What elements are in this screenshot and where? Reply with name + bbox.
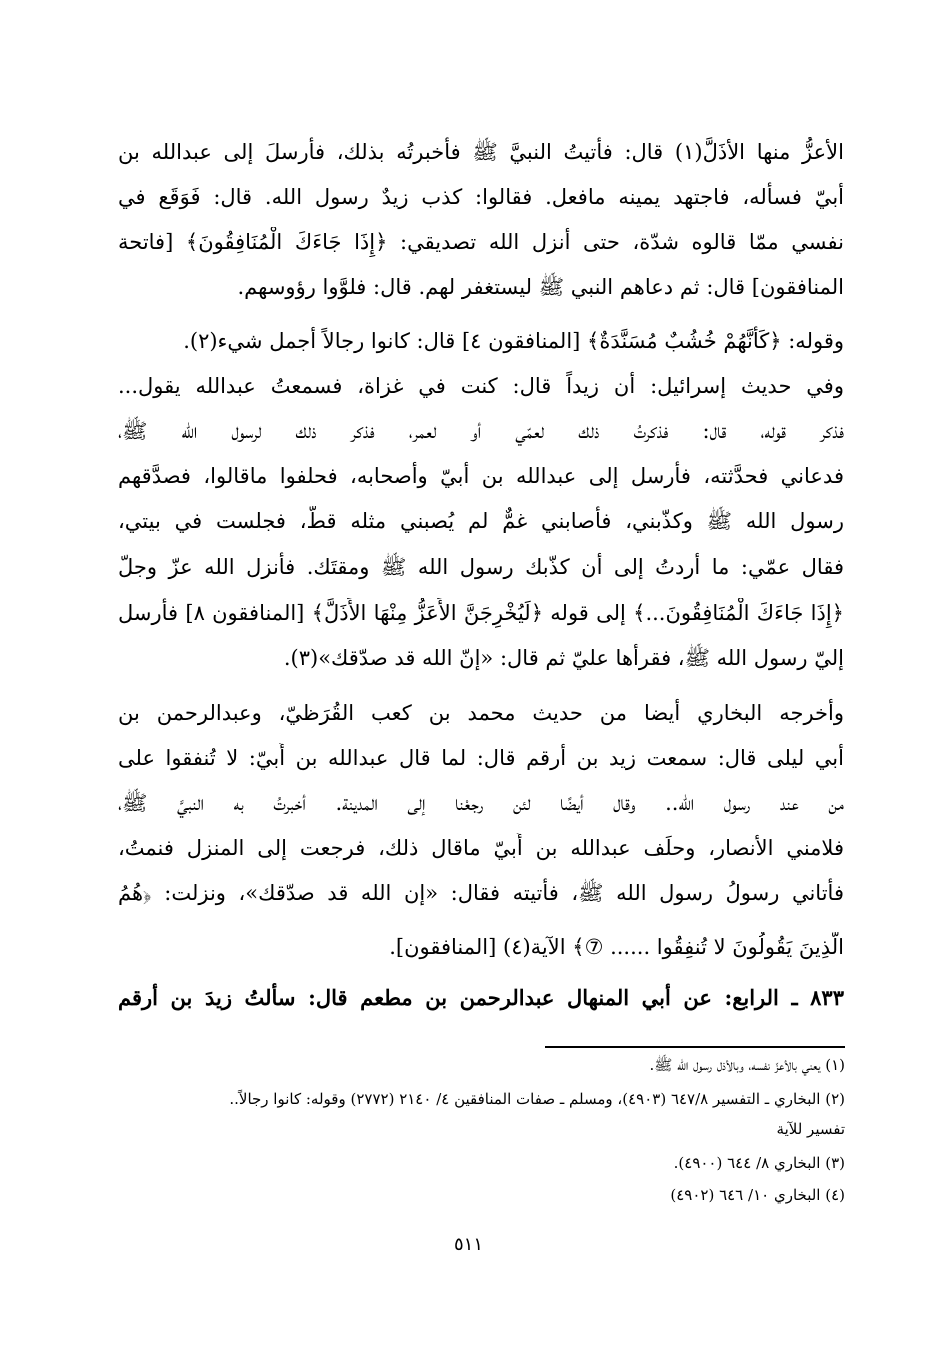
footnote-continuation: تفسير للآية [776,1120,845,1138]
footnote: (٤) البخاري ١٠/ ٦٤٦ (٤٩٠٢) [670,1186,845,1204]
body-line: فذكر قوله، قال: فذكرتُ ذلك لعمّي أو لعمر، فذكر ذلك لرسول الله ﷺ، [118,419,844,443]
body-line: أبي ليلى قال: سمعت زيد بن أرقم قال: لما قال عبدالله بن أُبيّ: لا تُنفقوا على [118,746,844,770]
footnote: (١) يعني بالأعزّ نفسه، وبالأذل رسول الله ﷺ. [649,1056,845,1074]
body-line: فدعاني فحدَّثته، فأرسل إلى عبدالله بن أبيّ وأصحابه، فحلفوا ماقالوا، فصدَّقهم [118,464,844,488]
footnote-separator [545,1046,845,1048]
body-line: نفسي ممّا قالوه شدّة، حتى أنزل الله تصديقي: ﴿إِذَا جَاءَكَ الْمُنَافِقُونَ﴾ [فاتحة [118,230,844,254]
body-line: أبيّ فسأله، فاجتهد يمينه مافعل. فقالوا: كذب زيدٌ رسول الله. قال: فَوَقَع في [118,185,844,209]
body-line: فقال عمّي: ما أردتُ إلى أن كذّبك رسول الله ﷺ ومقتَك. فأنزل الله عزّ وجلّ [118,555,844,579]
body-line: رسول الله ﷺ وكذّبني، فأصابني غمٌّ لم يُصبني مثله قطُّ، فجلست في بيتي، [118,509,844,533]
page-number: ٥١١ [453,1234,483,1255]
body-line: الَّذِينَ يَقُولُونَ لا تُنفِقُوا ...... ⑦﴾ الآية(٤) [المنافقون]. [389,935,844,959]
body-line: فأتاني رسولُ رسول الله ﷺ، فأتيته فقال: «إن الله قد صدّقك»، ونزلت: ﴿هُمُ [118,881,844,905]
body-line: وفي حديث إسرائيل: أن زيداً قال: كنت في غزاة، فسمعتُ عبدالله يقول... [118,374,844,398]
body-line: المنافقون] قال: ثم دعاهم النبي ﷺ ليستغفر لهم. قال: فلوَّوا رؤوسهم. [237,275,844,299]
body-line: إليّ رسول الله ﷺ، فقرأها عليّ ثم قال: «إنّ الله قد صدّقك»(٣). [283,646,844,670]
section-heading-line: ٨٣٣ ـ الرابع: عن أبي المنهال عبدالرحمن بن مطعم قال: سألتُ زيدَ بن أرقم [118,985,844,1010]
footnote: (٣) البخاري ٨/ ٦٤٤ (٤٩٠٠). [673,1154,845,1172]
body-line: ﴿إِذَا جَاءَكَ الْمُنَافِقُونَ...﴾ إلى قوله ﴿لَيُخْرِجَنَّ الأَعَزُّ مِنْهَا الأَذَلَّ﴾ [المنافقون ٨] فأرسل [118,601,844,625]
body-line: وقوله: ﴿كَأَنَّهُمْ خُشُبٌ مُسَنَّدَةٌ﴾ [المنافقون ٤] قال: كانوا رجالاً أجمل شيء(٢). [183,329,844,353]
body-line: من عند رسول الله.. وقال أيضًا لئن رجعْنا إلى المدينة. أخبرتُ به النبيَّ ﷺ، [118,791,844,815]
body-line: وأخرجه البخاري أيضا من حديث محمد بن كعب القُرَظيّ، وعبدالرحمن بن [118,701,844,725]
footnote: (٢) البخاري ـ التفسير ٦٤٧/٨ (٤٩٠٣)، ومسلم ـ صفات المنافقين ٤/ ٢١٤٠ (٢٧٧٢) وقوله: كانوا رجالاً.. [229,1090,845,1108]
body-line: الأعزُّ منها الأذَلَّ(١) قال: فأتيتُ النبيَّ ﷺ فأخبرتُه بذلك، فأرسلَ إلى عبدالله بن [118,140,844,164]
body-line: فلامني الأنصار، وحلَف عبدالله بن أُبيّ ماقال ذلك، فرجعت إلى المنزل فنمتُ، [118,836,844,860]
